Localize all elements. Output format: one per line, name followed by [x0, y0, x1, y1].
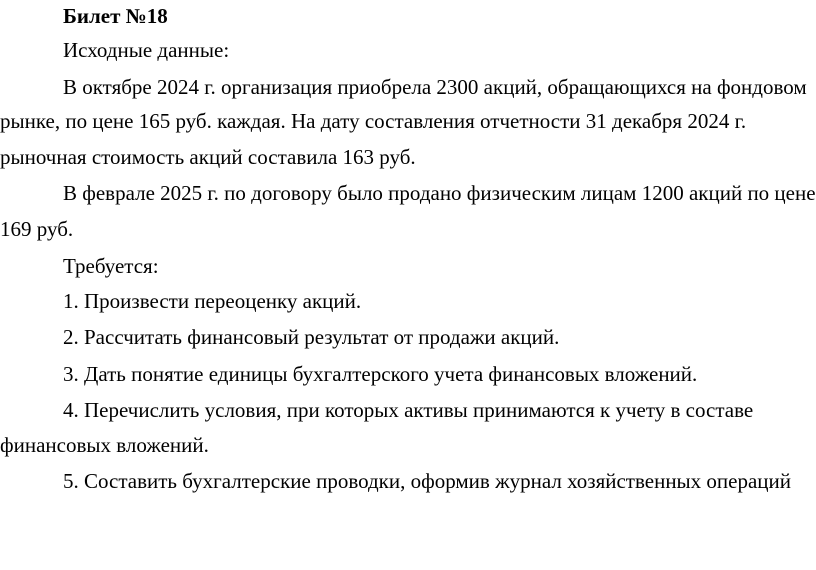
paragraph1-line2: рынке, по цене 165 руб. каждая. На дату составления отчетности 31 декабря 2024 г. [0, 109, 747, 133]
task-2: 2. Рассчитать финансовый результат от продажи акций. [63, 325, 560, 349]
paragraph2-line1: В феврале 2025 г. по договору было продано физическим лицам 1200 акций по цене [63, 181, 816, 205]
task-4-line2: финансовых вложений. [0, 433, 209, 457]
task-4-line1: 4. Перечислить условия, при которых активы принимаются к учету в составе [63, 398, 754, 422]
task-5: 5. Составить бухгалтерские проводки, оформив журнал хозяйственных операций [63, 469, 792, 493]
paragraph1-line3: рыночная стоимость акций составила 163 руб. [0, 145, 416, 169]
initial-data-heading: Исходные данные: [63, 38, 230, 62]
ticket-title: Билет №18 [63, 4, 168, 28]
paragraph2-line2: 169 руб. [0, 217, 74, 241]
task-3: 3. Дать понятие единицы бухгалтерского учета финансовых вложений. [63, 362, 698, 386]
task-1: 1. Произвести переоценку акций. [63, 289, 362, 313]
required-heading: Требуется: [63, 254, 159, 278]
paragraph1-line1: В октябре 2024 г. организация приобрела 2300 акций, обращающихся на фондовом [63, 75, 807, 99]
